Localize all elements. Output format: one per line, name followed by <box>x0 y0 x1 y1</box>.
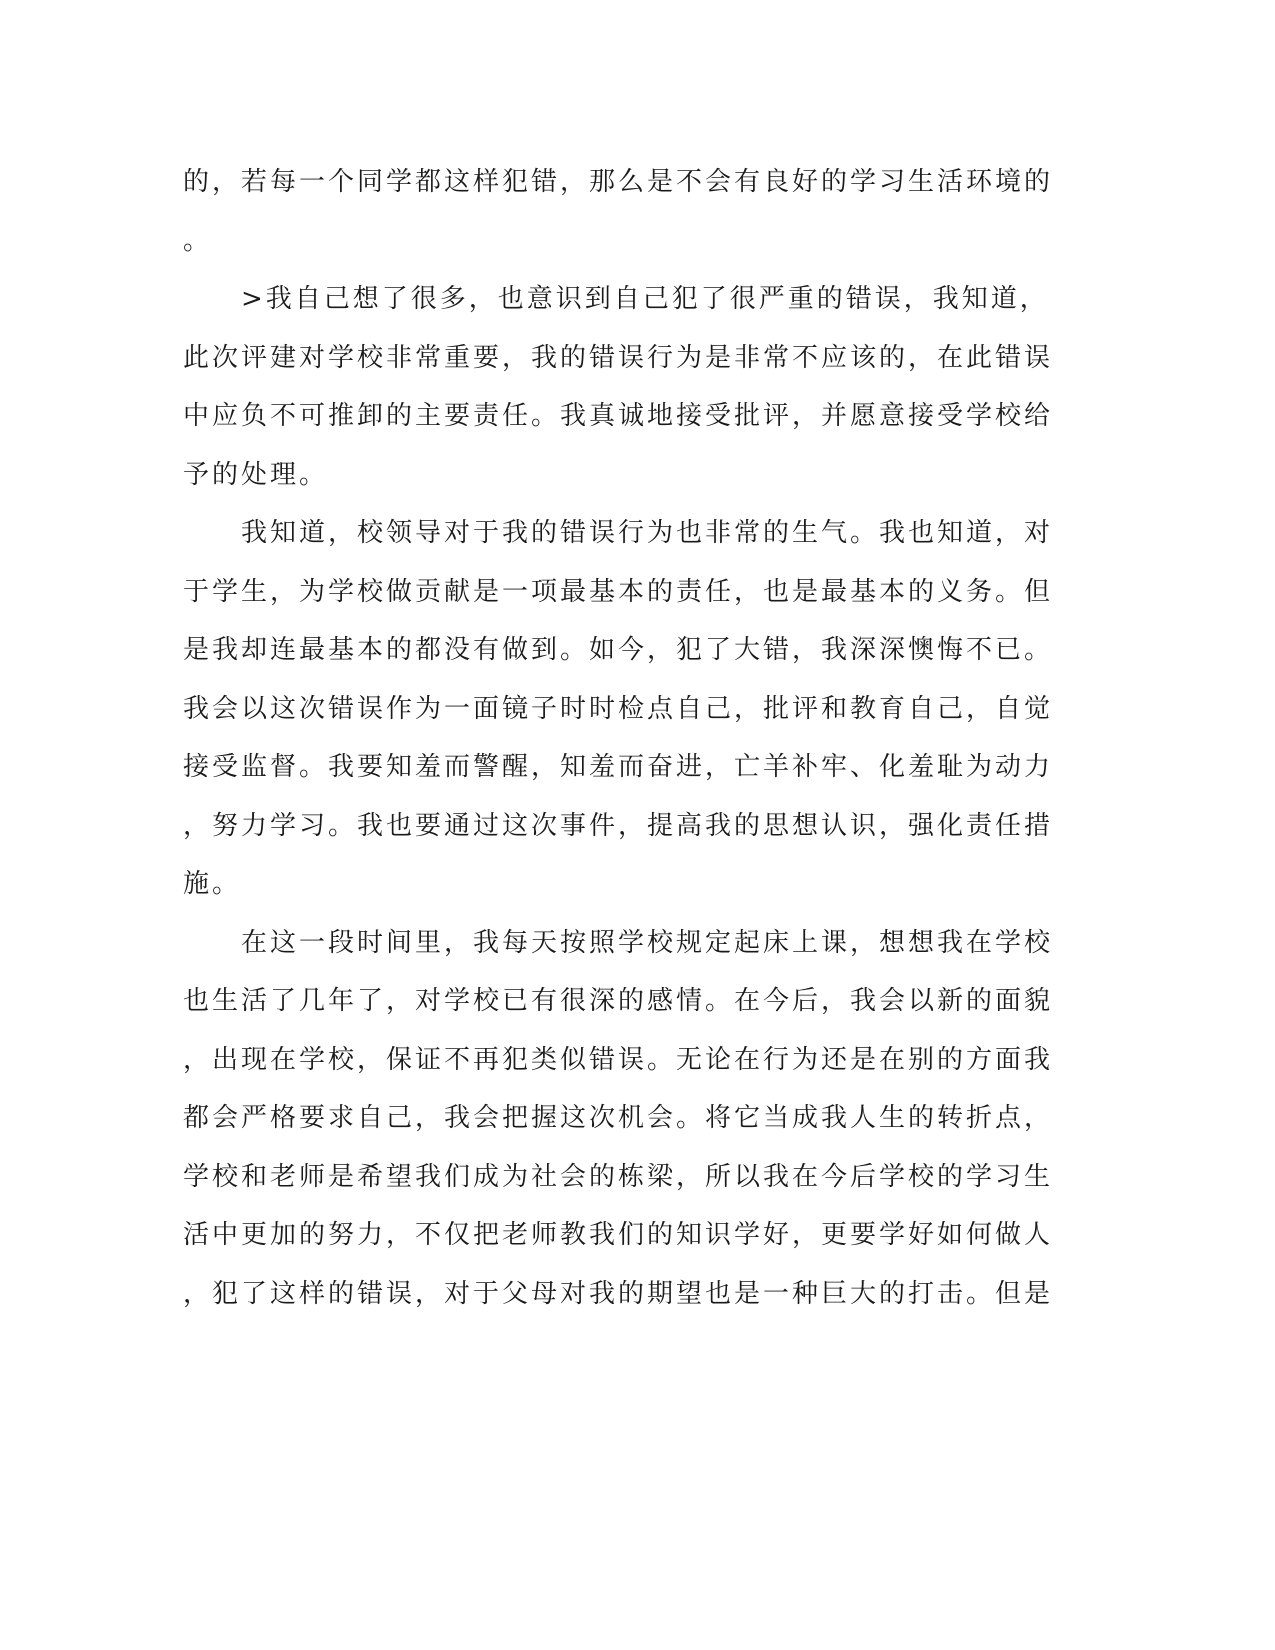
text-line: ，出现在学校，保证不再犯类似错误。无论在行为还是在别的方面我 <box>183 1044 1054 1075</box>
text-line: 也生活了几年了，对学校已有很深的感情。在今后，我会以新的面貌 <box>183 986 1054 1016</box>
text-line: 予的处理。 <box>183 459 329 490</box>
text-line: 活中更加的努力，不仅把老师教我们的知识学好，更要学好如何做人 <box>183 1220 1054 1250</box>
text-line: 。 <box>183 225 213 256</box>
text-line: 的，若每一个同学都这样犯错，那么是不会有良好的学习生活环境的 <box>183 167 1054 197</box>
text-line: 于学生，为学校做贡献是一项最基本的责任，也是最基本的义务。但 <box>183 576 1054 607</box>
text-line: 都会严格要求自己，我会把握这次机会。将它当成我人生的转折点， <box>183 1103 1054 1133</box>
body-text <box>183 160 1083 1330</box>
text-line: >我自己想了很多，也意识到自己犯了很严重的错误，我知道， <box>183 284 1049 314</box>
text-line: 我知道，校领导对于我的错误行为也非常的生气。我也知道，对 <box>183 518 1054 548</box>
text-line: 接受监督。我要知羞而警醒，知羞而奋进，亡羊补牢、化羞耻为动力 <box>183 752 1054 782</box>
text-line: 学校和老师是希望我们成为社会的栋梁，所以我在今后学校的学习生 <box>183 1161 1054 1192</box>
text-line: 中应负不可推卸的主要责任。我真诚地接受批评，并愿意接受学校给 <box>183 401 1054 431</box>
text-line: 此次评建对学校非常重要，我的错误行为是非常不应该的，在此错误 <box>183 342 1054 373</box>
text-line: 我会以这次错误作为一面镜子时时检点自己，批评和教育自己，自觉 <box>183 693 1054 724</box>
text-line: 是我却连最基本的都没有做到。如今，犯了大错，我深深懊悔不已。 <box>183 635 1054 665</box>
text-line: ，犯了这样的错误，对于父母对我的期望也是一种巨大的打击。但是 <box>183 1278 1054 1309</box>
text-line: 在这一段时间里，我每天按照学校规定起床上课，想想我在学校 <box>183 927 1054 958</box>
text-line: 施。 <box>183 869 242 899</box>
text-line: ，努力学习。我也要通过这次事件，提高我的思想认识，强化责任措 <box>183 810 1054 841</box>
